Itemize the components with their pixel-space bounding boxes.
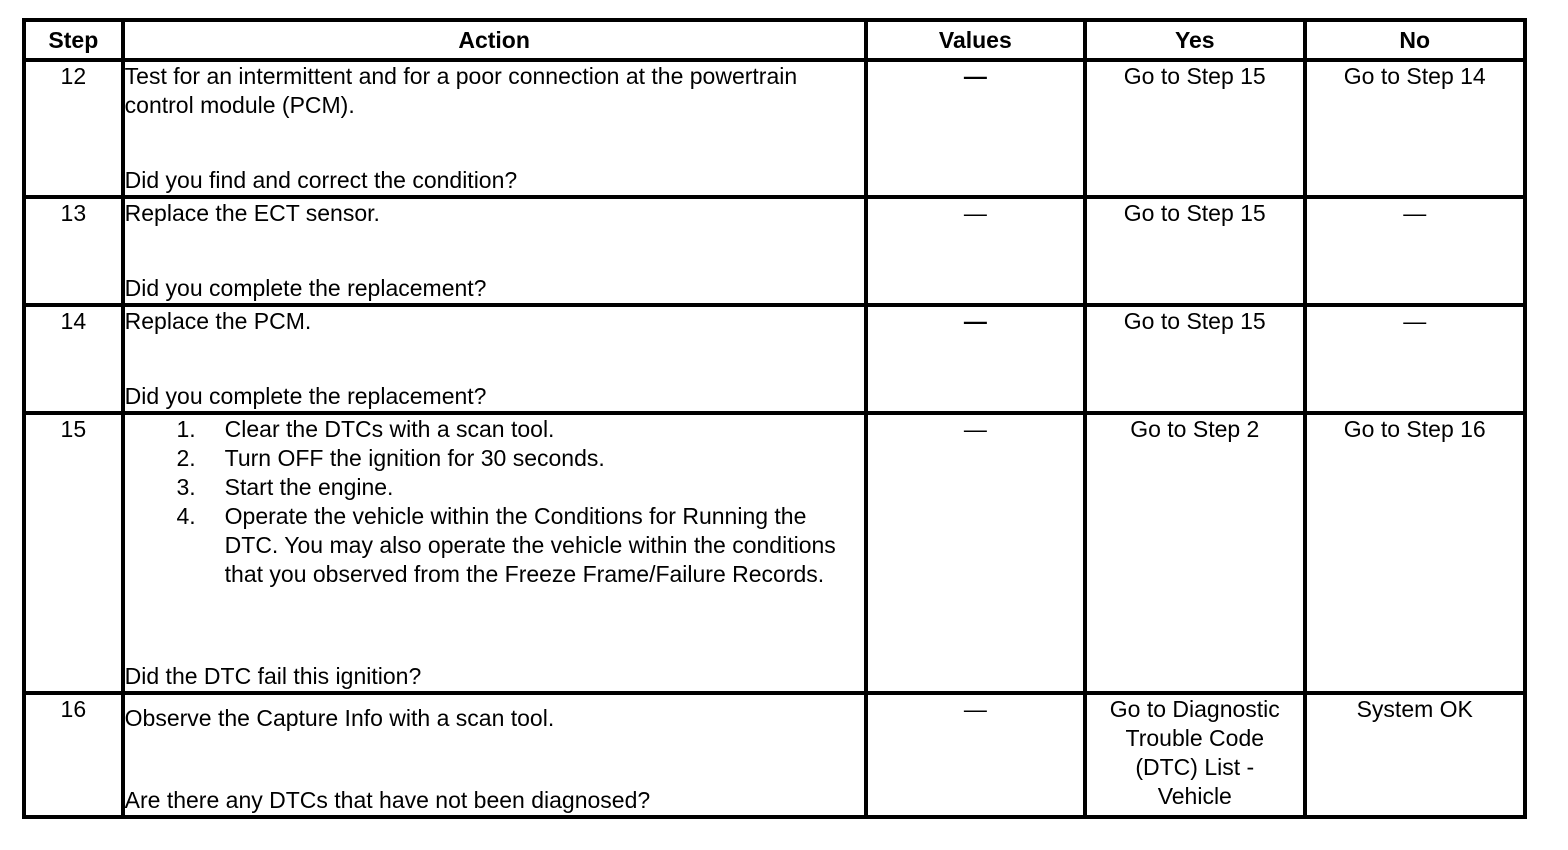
action-text: Observe the Capture Info with a scan tool. [124,705,555,731]
action-cell [123,60,866,197]
substep-text: Turn OFF the ignition for 30 seconds. [224,445,605,471]
yes-outcome: Go to Step 15 [1085,60,1304,197]
table-row-step-15 [24,413,1525,693]
table-row-step-16 [24,693,1525,817]
header-row [24,20,1525,60]
substep-text: Clear the DTCs with a scan tool. [224,416,555,442]
no-outcome: System OK [1305,693,1526,817]
no-outcome: — [1305,305,1526,413]
header-action: Action [123,20,866,60]
substep-number: 1. [176,416,196,442]
substep-list [125,415,864,589]
values-cell: — [866,413,1085,693]
table-row-step-13 [24,197,1525,305]
substep-item [125,415,864,444]
action-cell [123,693,866,817]
action-question: Did the DTC fail this ignition? [124,663,422,689]
no-outcome: Go to Step 16 [1305,413,1526,693]
substep-text: Start the engine. [224,474,394,500]
substep-number: 4. [176,503,196,529]
action-question: Did you find and correct the condition? [124,167,518,193]
step-number: 13 [24,197,123,305]
diagnostic-table [22,18,1527,819]
action-question: Did you complete the replacement? [124,275,487,301]
substep-item [125,502,864,589]
table-row-step-14 [24,305,1525,413]
values-cell: — [866,305,1085,413]
action-cell [123,413,866,693]
step-number: 16 [24,693,123,817]
step-number: 14 [24,305,123,413]
substep-number: 3. [176,474,196,500]
no-outcome: — [1305,197,1526,305]
header-yes: Yes [1085,20,1304,60]
action-question: Did you complete the replacement? [124,383,487,409]
no-outcome: Go to Step 14 [1305,60,1526,197]
yes-outcome: Go to Step 2 [1085,413,1304,693]
header-values: Values [866,20,1085,60]
action-text: Replace the ECT sensor. [124,200,380,226]
yes-outcome: Go to Step 15 [1085,305,1304,413]
action-cell [123,305,866,413]
substep-item [125,473,864,502]
substep-text: Operate the vehicle within the Conditions for Running the DTC. You may also operate the vehicle within the conditions that you observed from the Freeze Frame/Failure Records. [224,503,836,587]
values-cell: — [866,197,1085,305]
step-number: 12 [24,60,123,197]
action-cell [123,197,866,305]
action-question: Are there any DTCs that have not been diagnosed? [124,787,651,813]
action-text: Test for an intermittent and for a poor connection at the powertrain control module (PCM). [124,63,798,118]
header-step: Step [24,20,123,60]
values-cell: — [866,60,1085,197]
action-text: Replace the PCM. [124,308,312,334]
header-no: No [1305,20,1526,60]
table-row-step-12 [24,60,1525,197]
yes-outcome: Go to Step 15 [1085,197,1304,305]
values-cell: — [866,693,1085,817]
step-number: 15 [24,413,123,693]
yes-outcome: Go to Diagnostic Trouble Code (DTC) List - Vehicle [1085,693,1304,817]
substep-number: 2. [176,445,196,471]
substep-item [125,444,864,473]
